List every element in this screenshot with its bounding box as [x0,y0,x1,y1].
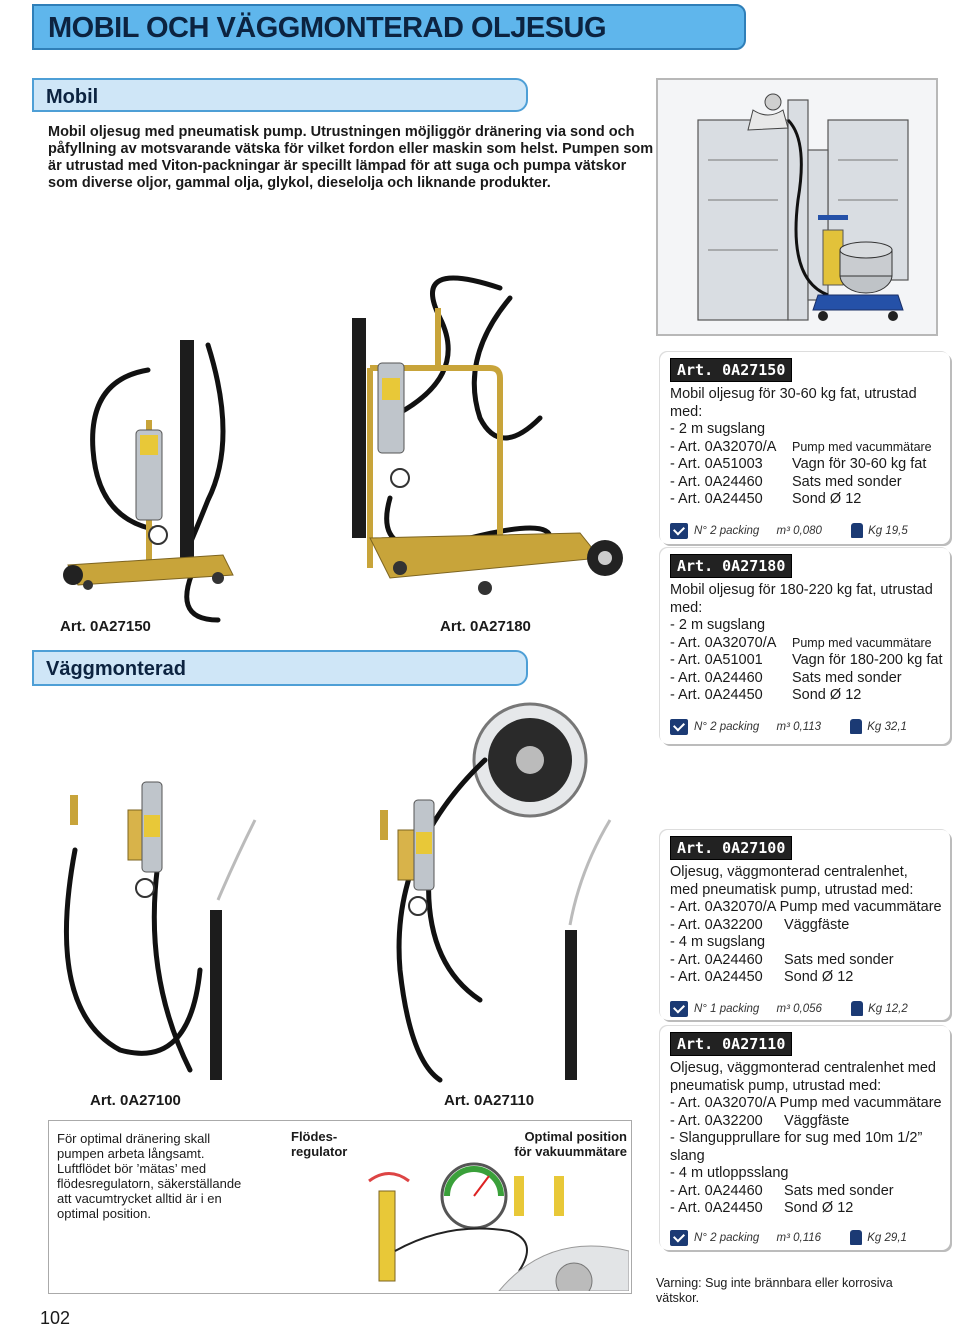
product-box-27100 [660,830,950,1020]
product-line: - Art. 0A24460 Sats med sonder [670,951,894,968]
packing-info: N° 2 packing m³ 0,113 Kg 32,1 [670,719,940,735]
product-line: - Art. 0A24450 Sond Ø 12 [670,687,862,703]
mobile-pump-illustration-27180 [330,238,630,618]
mobile-pump-illustration-27150 [48,320,248,620]
product-line: - Art. 0A32070/A Pump med vacummätare [670,438,932,455]
caption-27110: Art. 0A27110 [444,1092,535,1109]
section-header-wall [32,650,528,686]
product-art-number: Art. 0A27150 [670,358,792,382]
section-title-mobil: Mobil [46,86,99,108]
product-box-27180 [660,548,950,744]
product-box-27110 [660,1026,950,1250]
caption-27100: Art. 0A27100 [90,1092,181,1109]
section-title-wall: Väggmonterad [46,658,187,680]
box-icon [670,1001,688,1017]
product-line: - Art. 0A24450 Sond Ø 12 [670,491,862,507]
caption-27180: Art. 0A27180 [440,618,531,635]
page-number: 102 [40,1308,71,1328]
product-line: - Art. 0A24450 Sond Ø 12 [670,1200,854,1216]
vacuum-diagram [349,1161,629,1291]
product-line: - Art. 0A32070/A Pump med vacummätare [670,899,942,915]
weight-icon [851,523,863,538]
page-title-bar [32,4,746,50]
flow-regulator-label: Flödes- regulator [291,1129,348,1159]
wall-pump-illustration-27100 [50,770,280,1090]
product-line: - 4 m utloppsslang [670,1165,789,1181]
product-line: - Art. 0A32200 Väggfäste [670,1112,850,1129]
product-description: Mobil oljesug för 30-60 kg fat, utrustad med: [670,386,917,420]
product-line: - Art. 0A51001 Vagn för 180-200 kg fat [670,652,943,668]
packing-info: N° 1 packing m³ 0,056 Kg 12,2 [670,1001,940,1017]
product-box-27150 [660,352,950,544]
intro-text: Mobil oljesug med pneumatisk pump. Utrustningen möjliggör dränering via sond och påfyllning av motsvarande vätska för vilket fordon eller maskin som helst. Pumpen som är utrustad med Viton-packningar är specillt lämpad för att suga och pumpa vätskor som diverse oljor, gammal olja, glykol, dieselolja och liknande produkter. [48,124,654,191]
packing-info: N° 2 packing m³ 0,116 Kg 29,1 [670,1230,940,1246]
product-art-number: Art. 0A27100 [670,836,792,860]
product-line: - Art. 0A24460 Sats med sonder [670,1182,894,1199]
caption-27150: Art. 0A27150 [60,618,151,635]
warning-text: Varning: Sug inte brännbara eller korrosiva vätskor. [656,1276,893,1305]
product-line: - Art. 0A32200 Väggfäste [670,916,850,933]
optimal-position-label: Optimal position för vakuummätare [514,1129,627,1159]
box-icon [670,1230,688,1246]
product-line: - Art. 0A24460 Sats med sonder [670,669,902,686]
product-line: - Art. 0A24460 Sats med sonder [670,473,902,490]
box-icon [670,719,688,735]
packing-info: N° 2 packing m³ 0,080 Kg 19,5 [670,523,940,539]
wall-pump-illustration-27110 [360,700,640,1090]
drain-note: För optimal dränering skall pumpen arbeta långsamt. Luftflödet bör ’mätas’ med flödesregulatorn, säkerställande att vacumtrycket alltid är i en optimal position. [57,1131,242,1221]
product-line: - Art. 0A32070/A Pump med vacummätare [670,634,932,651]
page-title: MOBIL OCH VÄGGMONTERAD OLJESUG [48,12,607,44]
product-art-number: Art. 0A27110 [670,1032,792,1056]
product-description: Oljesug, väggmonterad centralenhet med pneumatisk pump, utrustad med: [670,1060,936,1094]
workshop-illustration [656,78,938,336]
section-header-mobil [32,78,528,112]
product-line: - Art. 0A51003 Vagn för 30-60 kg fat [670,456,927,472]
weight-icon [850,719,862,734]
weight-icon [851,1001,863,1016]
box-icon [670,523,688,539]
product-description: Mobil oljesug för 180-220 kg fat, utrustad med: [670,582,933,616]
drain-info-panel [48,1120,632,1294]
product-line: - 2 m sugslang [670,617,766,633]
product-line: - Art. 0A32070/A Pump med vacummätare [670,1095,942,1111]
product-line: - Art. 0A24450 Sond Ø 12 [670,969,854,985]
product-description: Oljesug, väggmonterad centralenhet, med pneumatisk pump, utrustad med: [670,864,914,898]
product-line: - 2 m sugslang [670,421,766,437]
product-line: - 4 m sugslang [670,934,766,950]
weight-icon [850,1230,862,1245]
product-line: - Slangupprullare for sug med 10m 1/2” slang [670,1130,923,1164]
product-art-number: Art. 0A27180 [670,554,792,578]
